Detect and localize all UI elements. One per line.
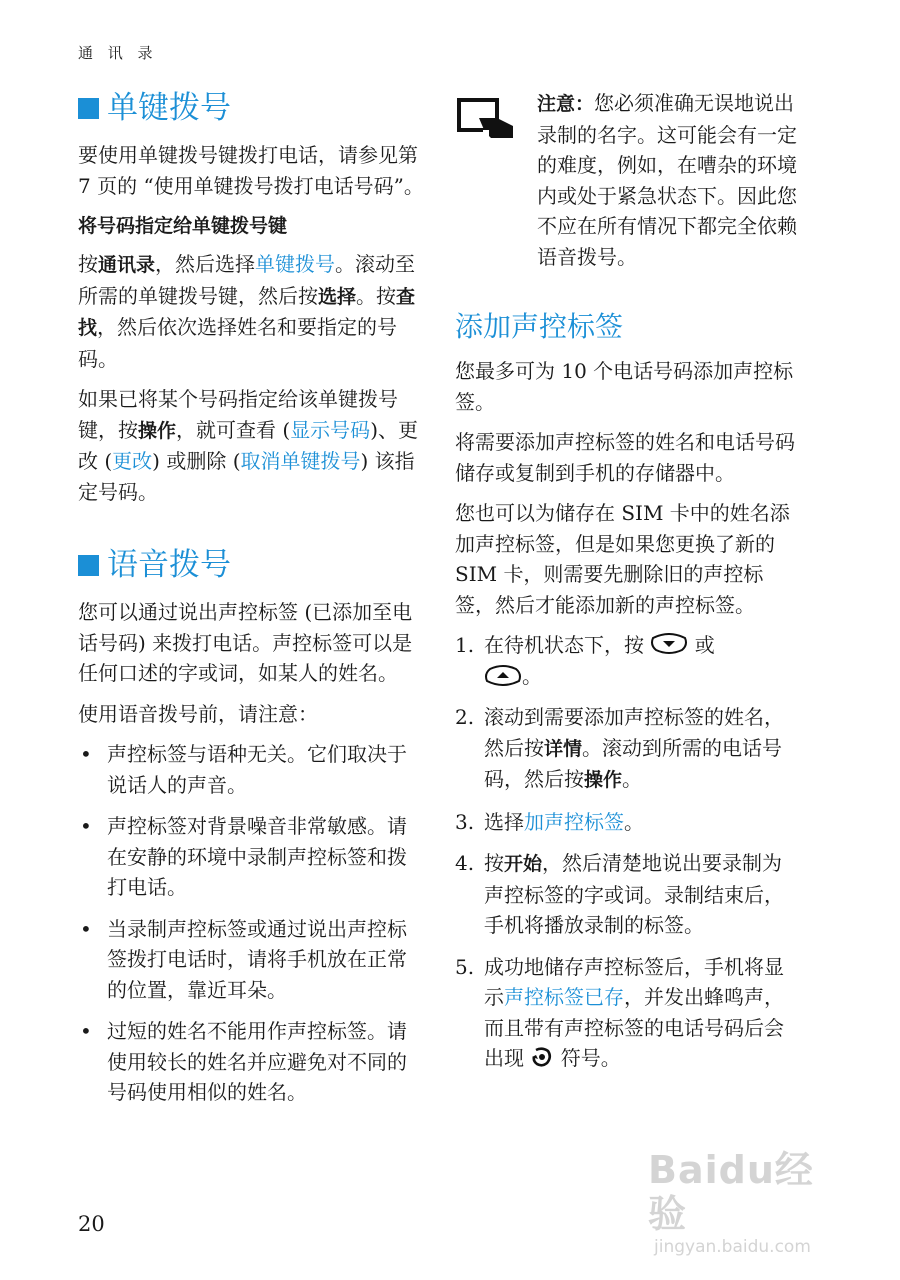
menu-speed-dial: 单键拨号 — [255, 252, 336, 276]
voice-dial-bullet-list — [78, 739, 426, 1108]
assigned-key-paragraph: 如果已将某个号码指定给该单键拨号键，按操作，就可查看 (显示号码)、更改 (更改) 或删除 (取消单键拨号) 该指定号码。 — [78, 387, 418, 504]
assign-number-subheading: 将号码指定给单键拨号键 — [78, 215, 288, 237]
step-number: 2. — [455, 705, 475, 729]
voice-dial-heading — [78, 545, 426, 585]
speed-dial-heading — [78, 88, 426, 128]
voice-dial-note-intro: 使用语音拨号前，请注意： — [78, 701, 318, 726]
list-item: 5. 成功地储存声控标签后，手机将显示声控标签已存，并发出蜂鸣声，而且带有声控标签的电话号码后会出现 符号。 — [455, 952, 800, 1074]
page-number: 20 — [78, 1212, 105, 1236]
add-voice-tag-p1: 您最多可为 10 个电话号码添加声控标签。 — [455, 359, 794, 414]
contacts-key-label: 通讯录 — [98, 254, 156, 276]
watermark-url: jingyan.baidu.com — [654, 1237, 811, 1257]
find-key-label: 查找 — [78, 285, 416, 339]
voice-tag-symbol-icon — [530, 1046, 554, 1068]
start-key-label: 开始 — [504, 853, 543, 875]
add-voice-tag-p2: 将需要添加声控标签的姓名和电话号码储存或复制到手机的存储器中。 — [455, 430, 795, 485]
step-number: 5. — [455, 954, 475, 979]
select-key-label: 选择 — [318, 285, 357, 308]
message-voice-tag-saved: 声控标签已存 — [504, 985, 624, 1009]
note-text: 注意：您必须准确无误地说出录制的名字。这可能会有一定的难度，例如，在嘈杂的环境内或处于紧急状态下。因此您不应在所有情况下都完全依赖语音拨号。 — [537, 91, 797, 269]
note-block — [455, 88, 800, 272]
list-item: 2. 滚动到需要添加声控标签的姓名，然后按详情。滚动到所需的电话号码，然后按操作。 — [455, 702, 800, 796]
list-item: • 过短的姓名不能用作声控标签。请使用较长的姓名并应避免对不同的号码使用相似的姓名。 — [78, 1016, 426, 1108]
note-hand-icon — [457, 96, 515, 140]
right-column — [455, 88, 800, 1085]
watermark-logo: Baidu经验 — [648, 1148, 814, 1236]
left-column — [78, 88, 426, 1119]
list-item: 4. 按开始，然后清楚地说出要录制为声控标签的字或词。录制结束后，手机将播放录制的标签。 — [455, 848, 800, 941]
list-item: • 当录制声控标签或通过说出声控标签拨打电话时，请将手机放在正常的位置，靠近耳朵。 — [78, 914, 426, 1006]
assign-number-paragraph: 按通讯录，然后选择单键拨号。滚动至所需的单键拨号键，然后按选择。按查找，然后依次选择姓名和要指定的号码。 — [78, 252, 416, 371]
list-item: 1. 在待机状态下，按 或 。 — [455, 630, 800, 691]
list-item: • 声控标签对背景噪音非常敏感。请在安静的环境中录制声控标签和拨打电话。 — [78, 811, 426, 903]
details-key-label: 详情 — [544, 737, 583, 760]
options-key-label: 操作 — [584, 769, 623, 791]
step-number: 3. — [455, 809, 475, 834]
menu-show-number: 显示号码 — [290, 417, 371, 442]
scroll-up-key-icon — [484, 664, 522, 686]
menu-add-voice-tag: 加声控标签 — [524, 809, 624, 834]
options-key-label: 操作 — [138, 419, 177, 442]
menu-change: 更改 — [112, 449, 153, 473]
add-voice-tag-heading: 添加声控标签 — [455, 310, 624, 343]
square-bullet-icon — [78, 555, 99, 576]
note-label: 注意： — [537, 93, 595, 115]
add-voice-tag-steps — [455, 630, 800, 1074]
add-voice-tag-p3: 您也可以为储存在 SIM 卡中的姓名添加声控标签，但是如果您更换了新的 SIM 卡，则需要先删除旧的声控标签，然后才能添加新的声控标签。 — [455, 501, 790, 617]
step-number: 4. — [455, 851, 475, 875]
voice-dial-intro: 您可以通过说出声控标签 (已添加至电话号码) 来拨打电话。声控标签可以是任何口述的字或词，如某人的姓名。 — [78, 600, 413, 685]
speed-dial-heading-text: 单键拨号 — [107, 90, 231, 126]
step-number: 1. — [455, 633, 475, 657]
square-bullet-icon — [78, 98, 99, 119]
running-header: 通 讯 录 — [78, 44, 158, 62]
list-item: • 声控标签与语种无关。它们取决于说话人的声音。 — [78, 739, 426, 800]
voice-dial-heading-text: 语音拨号 — [107, 547, 231, 583]
baidu-jingyan-watermark — [648, 1148, 848, 1257]
speed-dial-intro: 要使用单键拨号键拨打电话，请参见第 7 页的 “使用单键拨号拨打电话号码”。 — [78, 143, 424, 198]
list-item: 3. 选择加声控标签。 — [455, 807, 800, 838]
scroll-down-key-icon — [650, 633, 688, 655]
menu-cancel-speed-dial: 取消单键拨号 — [240, 449, 361, 473]
